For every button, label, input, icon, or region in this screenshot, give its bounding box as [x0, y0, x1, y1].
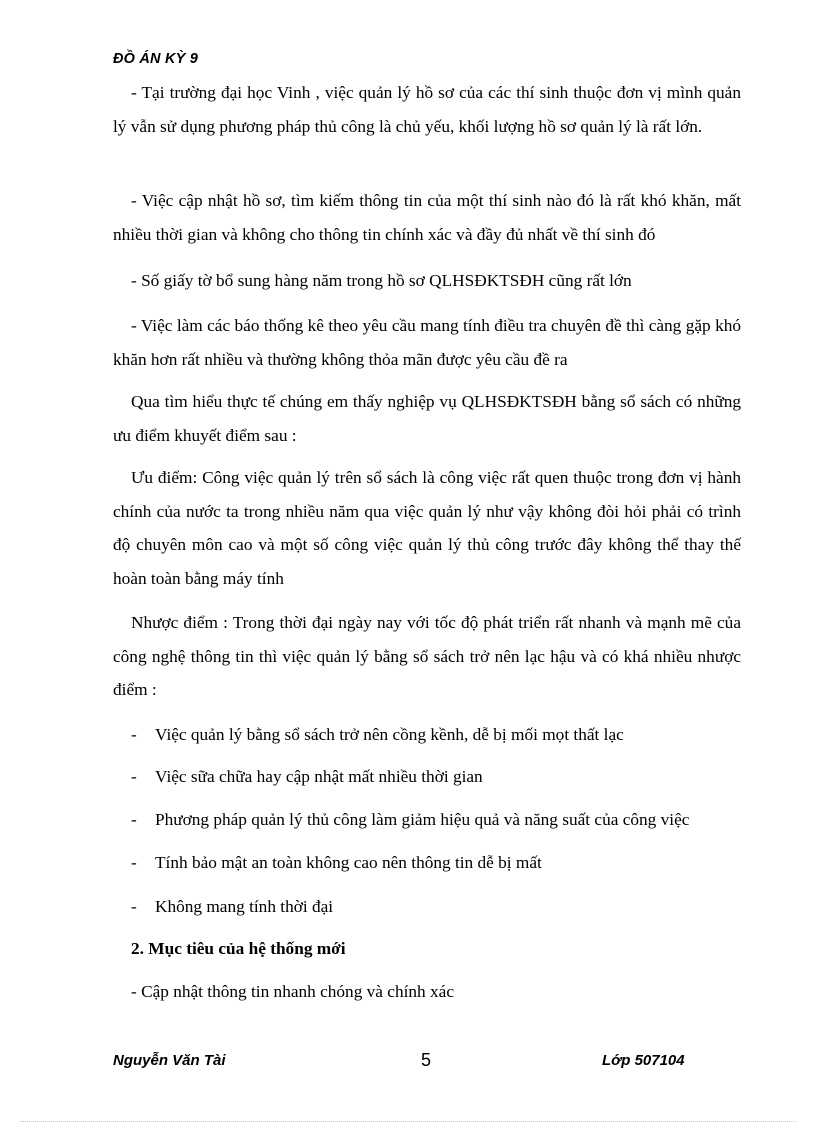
section-heading: 2. Mục tiêu của hệ thống mới [131, 939, 346, 958]
list-item-text: Phương pháp quản lý thủ công làm giảm hiệu quả và năng suất của công việc [155, 810, 690, 829]
paragraph-current-situation: - Tại trường đại học Vinh , việc quản lý hồ sơ của các thí sinh thuộc đơn vị mình quản lý vẫn sử dụng phương pháp thủ công là chủ yếu, khối lượng hồ sơ quản lý là rất lớn. [113, 83, 741, 136]
page-bottom-edge [20, 1121, 796, 1122]
section-line: - Cập nhật thông tin nhanh chóng và chính xác [131, 982, 454, 1001]
paragraph-supplementary-documents: - Số giấy tờ bổ sung hàng năm trong hồ sơ QLHSĐKTSĐH cũng rất lớn [131, 271, 632, 290]
paragraph-update-difficulty: - Việc cập nhật hồ sơ, tìm kiếm thông tin của một thí sinh nào đó là rất khó khăn, mất nhiều thời gian và không cho thông tin chính xác và đầy đủ nhất về thí sinh đó [113, 191, 741, 244]
list-item-text: Việc quản lý bằng sổ sách trở nên cồng kềnh, dễ bị mối mọt thất lạc [155, 725, 624, 744]
paragraph-disadvantages: Nhược điểm : Trong thời đại ngày nay với tốc độ phát triển rất nhanh và mạnh mẽ của công nghệ thông tin thì việc quản lý bằng sổ sách trở nên lạc hậu và có khá nhiều nhược điểm : [113, 613, 741, 699]
list-item-text: Tính bảo mật an toàn không cao nên thông tin dễ bị mất [155, 853, 542, 872]
footer-author: Nguyễn Văn Tài [113, 1052, 226, 1069]
footer-class-label: Lớp 507104 [602, 1052, 685, 1069]
paragraph-statistical-reports: - Việc làm các báo thống kê theo yêu cầu mang tính điều tra chuyên đề thì càng gặp khó khăn hơn rất nhiều và thường không thỏa mãn được yêu cầu đề ra [113, 316, 741, 369]
paragraph-survey-intro: Qua tìm hiểu thực tế chúng em thấy nghiệp vụ QLHSĐKTSĐH bằng sổ sách có những ưu điểm khuyết điểm sau : [113, 392, 741, 445]
bullet-marker: - [131, 767, 137, 786]
bullet-marker: - [131, 810, 137, 829]
list-item-text: Không mang tính thời đại [155, 897, 334, 916]
paragraph-advantages: Ưu điểm: Công việc quản lý trên sổ sách là công việc rất quen thuộc trong đơn vị hành chính của nước ta trong nhiều năm qua việc quản lý như vậy không đòi hỏi phải có trình độ chuyên môn cao và một số công việc quản lý thủ công trước đây không thể thay thế hoàn toàn bằng máy tính [113, 468, 741, 588]
page-number: 5 [421, 1050, 432, 1070]
list-item-text: Việc sữa chữa hay cập nhật mất nhiều thời gian [155, 767, 483, 786]
document-header-title: ĐỒ ÁN KỲ 9 [113, 51, 198, 67]
bullet-marker: - [131, 853, 137, 872]
bullet-marker: - [131, 897, 137, 916]
bullet-marker: - [131, 725, 137, 744]
